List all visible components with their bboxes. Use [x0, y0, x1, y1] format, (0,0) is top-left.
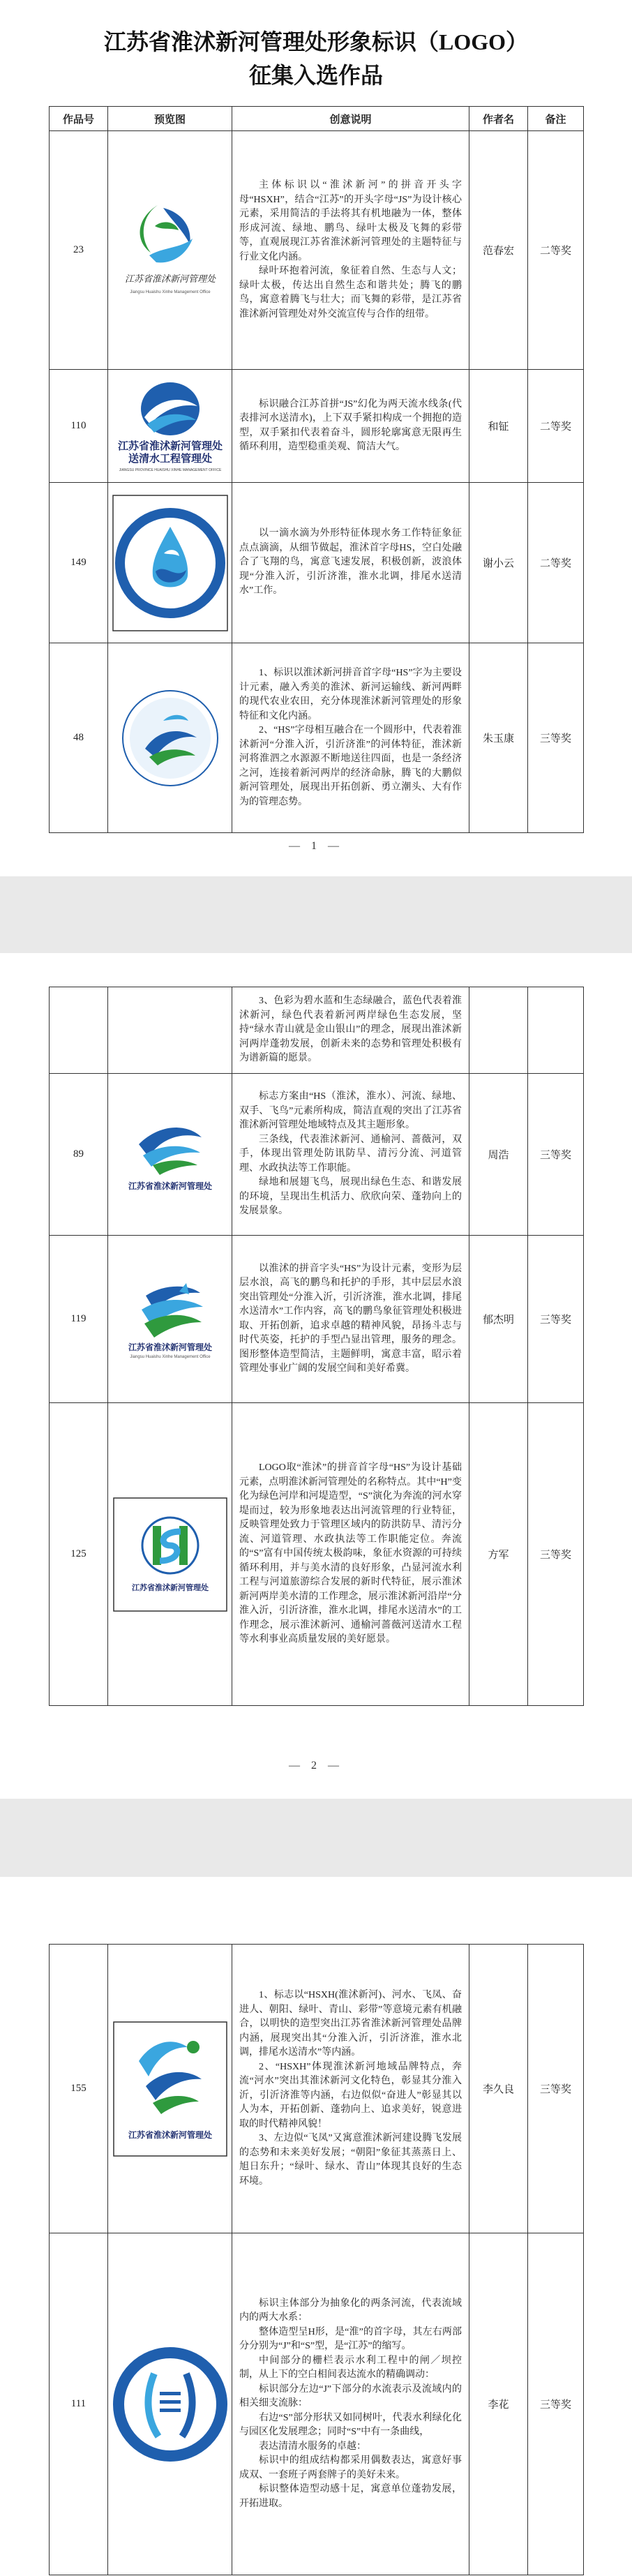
logo-preview: [108, 1074, 232, 1236]
svg-text:江苏省淮沭新河管理处: 江苏省淮沭新河管理处: [124, 274, 216, 285]
logo-119-icon: [111, 1278, 230, 1361]
logo-111-icon: [111, 2342, 230, 2467]
svg-text:JIANGSU PROVINCE HUAISHU XINHE: JIANGSU PROVINCE HUAISHU XINHE MANAGEMENT OFFICE: [119, 468, 221, 472]
table-row: [50, 1403, 584, 1706]
logo-preview: [108, 370, 232, 483]
col-header-description: 创意说明: [232, 107, 469, 131]
svg-text:江苏省淮沭新河管理处: 江苏省淮沭新河管理处: [117, 441, 223, 452]
entry-id: 48: [50, 643, 108, 833]
entry-id: 149: [50, 483, 108, 643]
svg-text:江苏省淮沭新河管理处: 江苏省淮沭新河管理处: [128, 1342, 212, 1352]
page-gap-2: [0, 1799, 632, 1877]
table-row: [50, 370, 584, 483]
entry-description: 3、色彩为碧水蓝和生态绿融合，蓝色代表着淮沭新河，绿色代表着新河两岸绿色生态发展，坚持“绿水青山就是金山银山”的理念，展现出淮沭新河两岸蓬勃发展，创新未来的态势和管理处积极有为谱新篇的愿景。: [232, 987, 469, 1074]
entry-id: 23: [50, 131, 108, 370]
logo-125-icon: [111, 1495, 230, 1614]
page-number-1: — 1 —: [289, 840, 343, 852]
logo-preview: [108, 1403, 232, 1706]
entry-description: LOGO取“淮沭”的拼音首字母“HS”为设计基础元素，点明淮沭新河管理处的名称特点。其中“H”变化为绿色河岸和河堤造型，“S”演化为奔流的河水穿堤而过，较为形象地表达出河流管理的行业特征，反映管理处致力于管理区域内的防洪防旱、清污分流、河道管理、水政执法等工作职能定位。奔流的“S”富有中国传统太极韵味，象征水资源的可持续循环利用，并与美水清的良好形象，凸显河流水利工程与河道旅游综合发展的新时代特征，展示淮沭新河两岸美水清的工作理念，展示淮沭新河沿岸“分淮入沂，引沂济淮，淮水北调，排尾水送清水”的工作理念，展示淮沭新河、通榆河蔷薇河送清水工程等水利事业高质量发展的美好愿景。: [232, 1403, 469, 1706]
entry-author: 李久良: [469, 1945, 528, 2233]
entry-description: 1、标识以淮沭新河拼音首字母“HS”字为主要设计元素，融入秀美的淮沭、新河运输线、新河两畔的现代农业农田，充分体现淮沭新河管理处的形象特征和文化内涵。 2、“HS”字母相互融合在一个圆形中，代表着淮沭新河“分淮入沂，引沂济淮”的河体特征，淮沭新河将淮泗之水源源不断地送往四面，也是一条经济之河，连接着新河两岸的经济命脉，腾飞的大鹏似新河管理处，展现出开拓创新、勇立潮头、大有作为的管理态势。: [232, 643, 469, 833]
logo-preview: [108, 2233, 232, 2575]
logo-preview: [108, 1236, 232, 1403]
col-header-author: 作者名: [469, 107, 528, 131]
entries-table-page3: [49, 1944, 584, 2575]
logo-preview: [108, 483, 232, 643]
entry-description: 标志方案由“HS（淮沭，淮水）、河流、绿地、双手、飞鸟”元素所构成，简洁直观的突出了江苏省淮沭新河管理处地域特点及其主题形象。 三条线，代表淮沭新河、通榆河、蔷薇河，双手，体现出管理处防讯防旱、清污分流、河道管理、水政执法等工作职能。 绿地和展翅飞鸟，展现出绿色生态、和谐发展的环境，呈现出生机活力、欣欣向荣、蓬勃向上的发展景象。: [232, 1074, 469, 1236]
logo-preview: [108, 643, 232, 833]
entry-author: 李花: [469, 2233, 528, 2575]
entry-author: 和钲: [469, 370, 528, 483]
entry-id: 111: [50, 2233, 108, 2575]
entry-award: 三等奖: [528, 2233, 584, 2575]
entry-description: 以淮沭的拼音字头“HS”为设计元素，变形为层层水浪，高飞的鹏鸟和托护的手形，其中层层水浪突出管理处“分淮入沂，引沂济淮，淮水北调，排尾水送清水”工作内容，高飞的鹏鸟象征管理处积极进取、开拓创新，追求卓越的精神风貌，昂扬斗志与时代英姿，托护的手型凸显出管理，服务的理念。图形整体造型简洁，主题鲜明，寓意丰富，昭示着管理处事业广阔的发展空间和美好希冀。: [232, 1236, 469, 1403]
entry-description: 1、标志以“HSXH(淮沭新河)、河水、飞凤、奋进人、朝阳、绿叶、青山、彩带”等意境元素有机融合，以明快的造型突出江苏省淮沭新河管理处品牌内涵，展现突出其“分淮入沂，引沂济淮，淮水北调，排尾水送清水”等内涵。 2、“HSXH”体现淮沭新河地域品牌特点，奔流“河水”突出其淮沭新河文化特色，彰显其分淮入沂，引沂济淮等内涵，右边似似“奋进人”彰显其以人为本，开拓创新、蓬勃向上、追求美好，锐意进取的时代精神风貌！ 3、左边似“飞凤”又寓意淮沭新河建设腾飞发展的态势和未来美好发展；“朝阳”象征其蒸蒸日上、旭日东升；“绿叶、绿水、青山”体现其良好的生态环境。: [232, 1945, 469, 2233]
entry-description: 主体标识以“淮沭新河”的拼音开头字母“HSXH”，结合“江苏”的开头字母“JS”为设计核心元素，采用简洁的手法将其有机地融为一体，整体形成河流、绿地、鹏鸟、绿叶太极及飞舞的彩带等，直观展现江苏省淮沭新河管理处的主题特征与行业文化内涵。 绿叶环抱着河流，象征着自然、生态与人文；绿叶太极，传达出自然生态和谐共处；腾飞的鹏鸟，寓意着腾飞与壮大；而飞舞的彩带，是江苏省淮沭新河管理处对外交流宣传与合作的纽带。: [232, 131, 469, 370]
entry-author: 范春宏: [469, 131, 528, 370]
entry-award: 三等奖: [528, 1236, 584, 1403]
document-title-line2: 征集入选作品: [248, 63, 383, 88]
table-row: [50, 483, 584, 643]
logo-preview: [108, 1945, 232, 2233]
table-row: [50, 131, 584, 370]
entry-id: 119: [50, 1236, 108, 1403]
entry-award: 三等奖: [528, 1403, 584, 1706]
table-row: [50, 643, 584, 833]
entry-award: 二等奖: [528, 370, 584, 483]
svg-text:Jiangsu Huaishu Xinhe Manageme: Jiangsu Huaishu Xinhe Management Office: [129, 290, 211, 294]
entry-description: 以一滴水滴为外形特征体现水务工作特征象征点点滴滴，从细节做起，淮沭首字母HS，空白处融合了飞翔的鸟，寓意飞速发展，积极创新，波浪体现“分淮入沂，引沂济淮，淮水北调，排尾水送清水”工作。: [232, 483, 469, 643]
page-gap-1: [0, 876, 632, 953]
entry-author: 方军: [469, 1403, 528, 1706]
entry-description: 标识融合江苏首拼“JS”幻化为两天流水线条(代表排河水送清水)，上下双手紧扣构成一个拥抱的造型，双手紧扣代表着奋斗，圆形轮廓寓意无限再生循环利用，造型稳重美观、简洁大气。: [232, 370, 469, 483]
table-row: [50, 2233, 584, 2575]
entry-award: 三等奖: [528, 643, 584, 833]
table-header: [50, 107, 584, 131]
entry-id: 155: [50, 1945, 108, 2233]
page-number-2: — 2 —: [289, 1760, 343, 1772]
svg-text:Jiangsu Huaishu Xinhe Manageme: Jiangsu Huaishu Xinhe Management Office: [129, 1354, 211, 1359]
entry-id: 125: [50, 1403, 108, 1706]
document-title-line1: 江苏省淮沭新河管理处形象标识（LOGO）: [103, 29, 529, 54]
col-header-preview: 预览图: [108, 107, 232, 131]
svg-text:江苏省淮沭新河管理处: 江苏省淮沭新河管理处: [128, 1181, 212, 1191]
svg-text:送清水工程管理处: 送清水工程管理处: [128, 454, 212, 465]
entry-id: 89: [50, 1074, 108, 1236]
col-header-id: 作品号: [50, 107, 108, 131]
logo-48-icon: [114, 679, 226, 797]
logo-preview: [108, 131, 232, 370]
logo-149-icon: [111, 493, 230, 633]
table-row: [50, 1074, 584, 1236]
entries-table-page2: [49, 987, 584, 1706]
entry-award: 三等奖: [528, 1074, 584, 1236]
logo-155-icon: [111, 2019, 230, 2159]
logo-23-icon: [114, 198, 226, 303]
entries-table-page1: [49, 106, 584, 833]
entry-award: 二等奖: [528, 483, 584, 643]
table-row: [50, 1236, 584, 1403]
entry-award: 三等奖: [528, 1945, 584, 2233]
col-header-note: 备注: [528, 107, 584, 131]
svg-text:江苏省淮沭新河管理处: 江苏省淮沭新河管理处: [128, 2129, 212, 2140]
entry-author: 周浩: [469, 1074, 528, 1236]
entry-author: 郁杰明: [469, 1236, 528, 1403]
entry-author: 谢小云: [469, 483, 528, 643]
table-row-continued: [50, 987, 584, 1074]
entry-author: 朱玉康: [469, 643, 528, 833]
table-row: [50, 1945, 584, 2233]
logo-110-icon: [111, 375, 230, 477]
entry-award: 二等奖: [528, 131, 584, 370]
logo-89-icon: [111, 1116, 230, 1193]
entry-id: 110: [50, 370, 108, 483]
svg-text:江苏省淮沭新河管理处: 江苏省淮沭新河管理处: [131, 1583, 209, 1592]
entry-description: 标识主体部分为抽象化的两条河流，代表流域内的两大水系： 整体造型呈H形，是“淮”的首字母，其左右两部分分别为“J”和“S”型，是“江苏”的缩写。 中间部分的栅栏表示水利工程中的闸／坝控制，从上下的空白相间表达流水的精确调动： 标识部分左边“J”下部分的水流表示及流域内的相关细支流脉： 右边“S”部分形状又如同树叶，代表水利绿化化与园区化发展理念；同时“S”中有一条曲线， 表达清清水服务的卓越： 标识中的组成结构都采用偶数表达，寓意好事成双、一套班子两套牌子的美好未来。 标识整体造型动感十足，寓意单位蓬勃发展，开拓进取。: [232, 2233, 469, 2575]
